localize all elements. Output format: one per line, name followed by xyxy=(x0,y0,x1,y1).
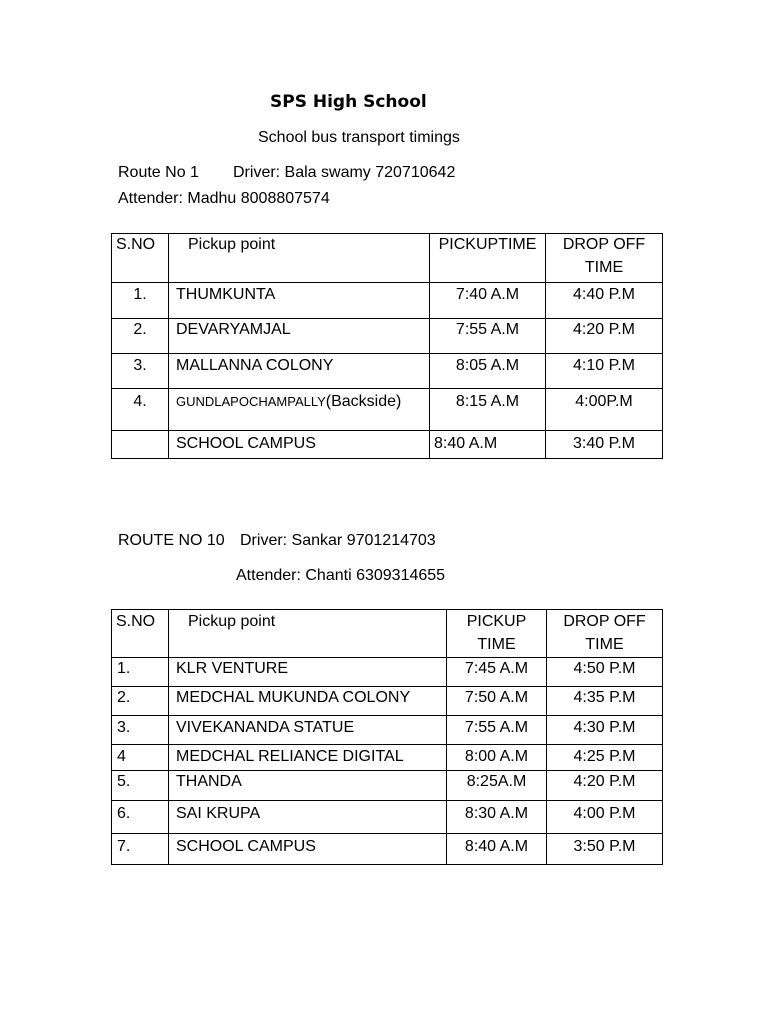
table-cell-point: MEDCHAL MUKUNDA COLONY xyxy=(176,689,411,706)
table-cell-pickup: 7:55 A.M xyxy=(464,719,529,736)
table-cell-drop: 4:00P.M xyxy=(575,393,633,410)
table-cell-drop: 4:35 P.M xyxy=(573,689,636,706)
table-cell-drop: 4:10 P.M xyxy=(573,357,635,374)
table-cell-point: THANDA xyxy=(176,773,242,790)
table-cell-sno: 3. xyxy=(133,357,147,374)
table-cell-drop: 4:40 P.M xyxy=(573,286,635,303)
table-cell-pickup: 7:40 A.M xyxy=(455,286,520,303)
route10-header-pickup-2: TIME xyxy=(477,636,516,653)
table-cell-sno: 4. xyxy=(133,393,147,410)
table-cell-pickup: 8:25A.M xyxy=(466,773,527,790)
table-cell-drop: 4:00 P.M xyxy=(573,805,636,822)
point-name: GUNDLAPOCHAMPALLY xyxy=(176,394,326,409)
table-cell-point: THUMKUNTA xyxy=(176,286,276,303)
table-cell-pickup: 7:45 A.M xyxy=(464,660,529,677)
table-cell-pickup: 8:40 A.M xyxy=(464,838,529,855)
table-cell-point: SCHOOL CAMPUS xyxy=(176,838,316,855)
route1-driver: Driver: Bala swamy 720710642 xyxy=(233,164,456,181)
page-title: SPS High School xyxy=(270,92,427,112)
route10-header-sno: S.NO xyxy=(116,613,156,630)
table-cell-pickup: 7:55 A.M xyxy=(455,321,520,338)
table-cell-sno: 2. xyxy=(117,689,131,706)
table-cell-point: SAI KRUPA xyxy=(176,805,261,822)
table-cell-sno: 4 xyxy=(117,748,126,765)
route1-attender: Attender: Madhu 8008807574 xyxy=(118,190,330,207)
page-subtitle: School bus transport timings xyxy=(258,129,460,146)
table-cell-sno: 2. xyxy=(133,321,147,338)
table-cell-sno: 3. xyxy=(117,719,131,736)
table-cell-point: DEVARYAMJAL xyxy=(176,321,291,338)
table-cell-drop: 4:30 P.M xyxy=(573,719,636,736)
table-cell-pickup: 8:15 A.M xyxy=(455,393,520,410)
point-suffix: (Backside) xyxy=(325,393,402,410)
table-cell-point xyxy=(176,393,401,411)
route10-header-point: Pickup point xyxy=(188,613,276,630)
table-cell-pickup: 8:00 A.M xyxy=(464,748,529,765)
table-cell-sno: 7. xyxy=(117,838,131,855)
table-cell-drop: 4:25 P.M xyxy=(573,748,636,765)
table-cell-sno: 6. xyxy=(117,805,131,822)
table-cell-sno: 5. xyxy=(117,773,131,790)
route1-label: Route No 1 xyxy=(118,164,199,181)
table-cell-point: MALLANNA COLONY xyxy=(176,357,334,374)
route10-attender: Attender: Chanti 6309314655 xyxy=(236,567,446,584)
table-cell-point: MEDCHAL RELIANCE DIGITAL xyxy=(176,748,404,765)
table-cell-pickup: 8:05 A.M xyxy=(455,357,520,374)
route10-header-pickup: PICKUP xyxy=(466,613,527,630)
route1-header-pickup: PICKUPTIME xyxy=(438,236,537,253)
table-cell-pickup: 8:30 A.M xyxy=(464,805,529,822)
route1-header-drop: DROP OFF xyxy=(562,236,646,253)
table-cell-point: VIVEKANANDA STATUE xyxy=(176,719,355,736)
table-cell-pickup: 8:40 A.M xyxy=(434,435,498,452)
route10-label: ROUTE NO 10 xyxy=(118,532,225,549)
table-cell-drop: 4:50 P.M xyxy=(573,660,636,677)
route10-header-drop: DROP OFF xyxy=(563,613,646,630)
route1-header-drop-2: TIME xyxy=(584,259,624,276)
table-cell-drop: 3:50 P.M xyxy=(573,838,636,855)
table-cell-drop: 3:40 P.M xyxy=(573,435,635,452)
table-cell-point: SCHOOL CAMPUS xyxy=(176,435,316,452)
route10-header-drop-2: TIME xyxy=(585,636,624,653)
table-cell-sno: 1. xyxy=(117,660,131,677)
table-cell-sno: 1. xyxy=(133,286,147,303)
table-cell-point: KLR VENTURE xyxy=(176,660,289,677)
route1-header-point: Pickup point xyxy=(188,236,276,253)
table-cell-drop: 4:20 P.M xyxy=(573,321,635,338)
route10-driver: Driver: Sankar 9701214703 xyxy=(240,532,436,549)
table-cell-pickup: 7:50 A.M xyxy=(464,689,529,706)
route1-header-sno: S.NO xyxy=(116,236,156,253)
table-cell-drop: 4:20 P.M xyxy=(573,773,636,790)
